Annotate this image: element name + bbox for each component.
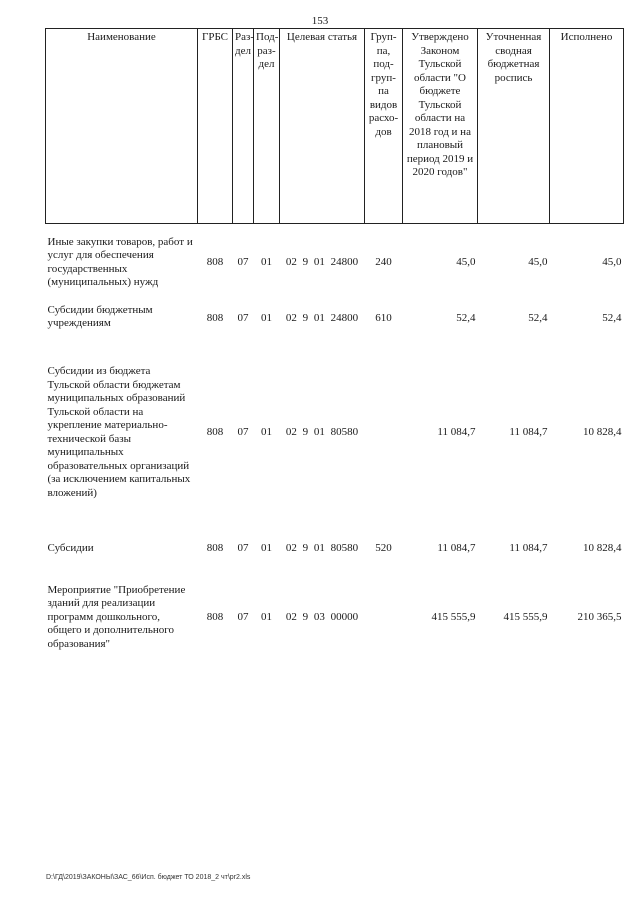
row-podrazdel: 01 [261, 541, 272, 554]
header-approved-by-law: Утверждено Законом Тульской области "О бюджете Тульской области на 2018 год и на плановый период 2019 и 2020 годов" [403, 29, 478, 224]
row-approved: 11 084,7 [437, 541, 476, 554]
row-target-article: 02 9 01 80580 [285, 425, 359, 438]
row-expense-group [365, 572, 403, 664]
table-row [46, 350, 624, 516]
row-podrazdel: 01 [261, 425, 272, 438]
row-target-article: 02 9 01 24800 [285, 312, 359, 325]
row-executed: 10 828,4 [583, 541, 622, 554]
row-refined: 11 084,7 [509, 425, 548, 438]
row-name: Субсидии [47, 541, 94, 554]
row-refined: 45,0 [528, 256, 548, 268]
row-razdel: 07 [237, 541, 249, 554]
page-number: 153 [311, 15, 329, 27]
table-row [46, 572, 624, 664]
row-podrazdel: 01 [261, 610, 272, 623]
row-approved: 52,4 [456, 312, 476, 325]
row-razdel: 07 [237, 256, 249, 268]
table-row [46, 224, 624, 302]
budget-table [45, 28, 624, 664]
row-razdel: 07 [237, 610, 249, 623]
row-name: Иные закупки товаров, работ и услуг для обеспечения государственных (муниципальных) нужд [47, 235, 193, 289]
header-podrazdel: Под-раз-дел [254, 29, 280, 224]
row-name: Субсидии бюджетным учреждениям [47, 303, 153, 329]
row-target-article: 02 9 01 80580 [285, 541, 359, 554]
header-razdel: Раз-дел [233, 29, 254, 224]
row-target-article: 02 9 01 24800 [285, 256, 359, 268]
row-expense-group: 610 [375, 312, 392, 325]
row-approved: 11 084,7 [437, 425, 476, 438]
row-approved: 45,0 [456, 256, 476, 268]
row-podrazdel: 01 [261, 312, 272, 325]
row-executed: 45,0 [602, 256, 622, 268]
header-executed: Исполнено [550, 29, 624, 224]
row-executed: 52,4 [602, 312, 622, 325]
header-grbs: ГРБС [198, 29, 233, 224]
row-executed: 10 828,4 [583, 425, 622, 438]
footer-file-path: D:\ГД\2019\ЗАКОНЫ\ЗАС_66\Исп. бюджет ТО 2018_2 чт\pr2.xls [46, 874, 251, 881]
header-target-article: Целевая статья [280, 29, 365, 224]
row-approved: 415 555,9 [431, 610, 476, 623]
row-expense-group [365, 350, 403, 516]
row-refined: 11 084,7 [509, 541, 548, 554]
row-expense-group: 240 [375, 256, 392, 268]
row-grbs: 808 [206, 425, 224, 438]
header-refined-budget: Уточненная сводная бюджетная роспись [478, 29, 550, 224]
row-grbs: 808 [206, 256, 224, 268]
row-grbs: 808 [206, 610, 224, 623]
row-target-article: 02 9 03 00000 [285, 610, 359, 623]
table-row [46, 538, 624, 560]
row-name: Субсидии из бюджета Тульской области бюджетам муниципальных образований Тульской области на укрепление материально-технической базы муниципальных образовательных организаций (за исключением капитальных вложений) [47, 365, 191, 499]
table-header-row [46, 29, 624, 224]
row-expense-group: 520 [375, 541, 392, 554]
header-name: Наименование [46, 29, 198, 224]
row-grbs: 808 [206, 541, 224, 554]
row-razdel: 07 [237, 312, 249, 325]
row-podrazdel: 01 [261, 256, 272, 268]
row-refined: 52,4 [528, 312, 548, 325]
row-name: Мероприятие "Приобретение зданий для реализации программ дошкольного, общего и дополнительного образования" [47, 583, 186, 650]
table-row [46, 302, 624, 337]
header-expense-group: Груп-па, под-груп-па видов расхо-дов [365, 29, 403, 224]
row-executed: 210 365,5 [577, 610, 622, 623]
row-razdel: 07 [237, 425, 249, 438]
row-grbs: 808 [206, 312, 224, 325]
row-refined: 415 555,9 [503, 610, 548, 623]
